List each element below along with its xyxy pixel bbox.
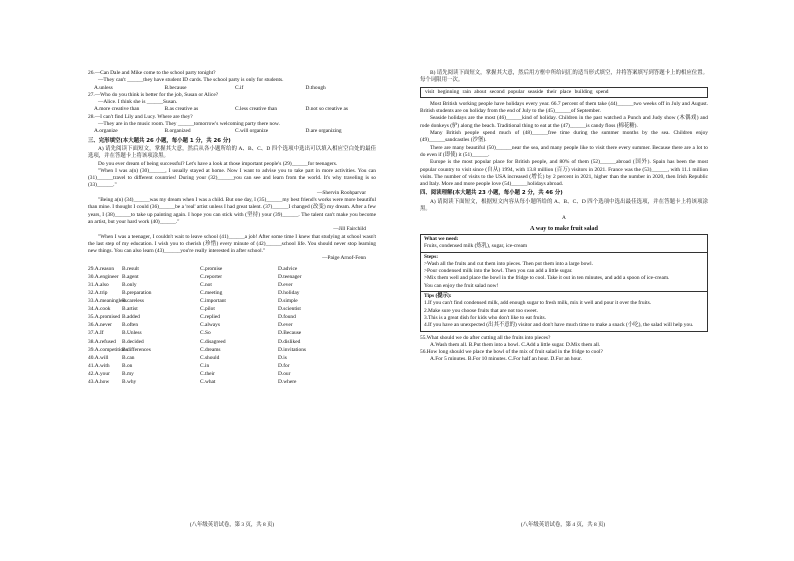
question-27-line: —Alice. I think she is ______Susan. xyxy=(98,99,178,106)
passage-paragraph: "Being a(n) (34)______was my dream when I was a child. But one day, I (35)______my best friend's works were more beautiful than mine. I thought I could (36)______be a 'real' artist unless I had great talent. (37)______I changed (改变) my dream. After a few years, I (38)______to take up painting again. I hope you can stick with (坚持) your (39)______. The talent can't make you become an artist, but your hard work (40)______." xyxy=(88,197,376,225)
option: B.as creative as xyxy=(164,106,199,113)
option-row: 40.A.will B.can C.should D.is xyxy=(88,354,287,361)
instructions: B) 请先阅读下面短文，掌握其大意，然后用方框中所给词汇的适当形式填空，并将答案填写到答题卡上的相应位置。每个词限用一次。 xyxy=(420,70,708,84)
option-row: 32.A.trip B.preparation C.meeting D.holiday xyxy=(88,290,300,296)
option: B.organized xyxy=(164,128,191,135)
option: C.if xyxy=(235,84,244,91)
option-row: 36.A.never B.often C.always D.ever xyxy=(88,322,293,329)
question-28: 28.—I can't find Lily and Lucy. Where are they? xyxy=(88,113,193,120)
left-page xyxy=(88,70,376,386)
question-55: 55.What should we do after cutting all the fruits into pieces? xyxy=(420,334,551,341)
option: C.will organize xyxy=(235,128,269,135)
passage-paragraph: "When I was a teenager, I couldn't wait to leave school (41)______a job! After some time I knew that studying at school wasn't the last step of my education. I wish you to cherish (珍惜) every minute of (42)______school life. You should never stop learning new things. You can also learn (43)______you're really interested in after school." xyxy=(88,233,376,255)
passage-title: A way to make fruit salad xyxy=(530,224,598,232)
passage-paragraph: Do you ever dream of being successful? Let's have a look at those important people's (29)______for teenagers. xyxy=(98,160,338,167)
option-row: 41.A.with B.on C.in D.for xyxy=(88,362,290,369)
question-55-options: A.Wash them all. B.Put them into a bowl. C.Add a little sugar. D.Mix them all. xyxy=(430,341,601,348)
section-heading-cloze: 三、完形填空(本大题共 26 小题，每小题 1 分，共 26 分) xyxy=(88,137,231,144)
recipe-table xyxy=(420,234,708,332)
option-row: 33.A.meaningless B.careless C.important D.simple xyxy=(88,298,298,305)
option-row: 38.A.refused B.decided C.disagreed D.disliked xyxy=(88,338,301,345)
right-page xyxy=(420,70,708,364)
option-row: 30.A.engineer B.agent C.reporter D.teenager xyxy=(88,273,302,280)
question-56: 56.How long should we place the bowl of the mix of fruit salad in the fridge to cool? xyxy=(420,349,603,356)
option-row: 29.A.reason B.result C.promise D.advice xyxy=(88,265,298,272)
instructions: A) 请阅读下面短文，根据短文内容从每小题所给的 A、B、C、D 四个选项中选出最佳选项，并在答题卡上将该项涂黑。 xyxy=(420,198,708,213)
option: B.because xyxy=(164,84,187,91)
option: A.unless xyxy=(94,84,113,91)
recipe-need: What we need: Fruits, condensed milk (炼乳), sugar, ice-cream xyxy=(421,234,708,252)
passage-paragraph: "When I was a(n) (30)______, I usually stayed at home. Now I want to advise you to take part in more activities. You can (31)______travel to different countries! During your (32)______you can see and learn from the world. It's why traveling is so (33)______." xyxy=(88,167,376,189)
question-28-line: —They are in the music room. They ______tomorrow's welcoming party there now. xyxy=(98,121,280,128)
question-27-options xyxy=(88,106,376,113)
option: D.though xyxy=(305,84,326,91)
recipe-steps: Steps: >Wash all the fruits and cut them into pieces. Then put them into a large bowl. >Pour condensed milk into the bowl. Then you can add a little sugar. >Mix them well and place the bowl in the fridge to cool. Take it out in ten minutes, and add a spoon of ice-cream. You can enjoy the fruit salad now! xyxy=(421,252,708,291)
passage-paragraph: Europe is the most popular place for British people, and 80% of them (52)______abroad (国外). Spain has been the most popular country to visit since (自从) 1994, with 13.8 million (百万) visitors in 2021. France was the (53)______, with 11.1 million visits. The number of visits to the USA increased (增长) by 2 percent in 2021, higher than the number in 2020, then Irish Republic and Italy. More and more people love (54)______holidays abroad. xyxy=(420,159,708,188)
option: D.are organizing xyxy=(305,128,342,135)
option-row: 35.A.promised B.added C.replied D.found xyxy=(88,314,296,321)
option: A.organize xyxy=(94,128,118,135)
option: A.more creative than xyxy=(94,106,140,113)
instructions: A) 请先阅读下面短文，掌握其大意，然后从各小题所给的 A、B、C、D 四个选项中选出可以填入相应空白处的最佳选项，并在答题卡上将该项涂黑。 xyxy=(88,145,376,160)
passage-paragraph: Seaside holidays are the most (46)______kind of holiday. Children in the past watched a Punch and Judy show (木偶戏) and rode donkeys (驴) along the beach. Traditional thing to eat at the (47)______is candy floss (棉花糖). xyxy=(420,115,708,129)
passage-paragraph: Many British people spend much of (48)______free time during the summer months by the sea. Children enjoy (49)______sandcastles (沙堡). xyxy=(420,130,708,144)
recipe-tips: Tips (提示): 1.If you can't find condensed milk, add enough sugar to fresh milk, mix it well and pour it over the fruits. 2.Make sure you choose fruits that are not too sweet. 3.This is a great dish for kids who don't like to eat fruits. 4.If you have an unexpected (出其不意的) visitor and don't have much time to make a snack (小吃), the salad will help you. xyxy=(421,292,708,331)
page-footer-right: (八年级英语试卷，第 4 页，共 8 页) xyxy=(520,522,606,528)
quote-author: —Jill Fairchild xyxy=(333,226,366,233)
option-row: 31.A.also B.only C.not D.ever xyxy=(88,281,293,288)
page-footer-left: (八年级英语试卷，第 3 页，共 8 页) xyxy=(189,522,275,528)
question-26-options xyxy=(88,85,376,92)
question-28-options xyxy=(88,128,376,135)
question-26: 26.—Can Dale and Mike come to the school party tonight? xyxy=(88,70,216,76)
section-heading-reading: 四、阅读理解(本大题共 23 小题，每小题 2 分，共 46 分) xyxy=(420,190,563,197)
word-box: visit beginning rain about second popular seaside their place building spend xyxy=(420,87,708,98)
option-row: 37.A.If B.Unless C.So D.Because xyxy=(88,330,302,337)
quote-author: —Shervin Roohparvar xyxy=(317,189,366,196)
passage-paragraph: Most British working people have holidays every year. 66.7 percent of them take (44)______two weeks off in July and August. British students are on holiday from the end of July to the (45)______of September. xyxy=(420,100,708,115)
option-row: 39.A.competitions B.differences C.dreams D.invitations xyxy=(88,346,307,353)
passage-letter: A xyxy=(562,215,566,222)
question-26-line: —They can't ______they have student ID cards. The school party is only for students. xyxy=(98,77,284,84)
option: D.not so creative as xyxy=(305,106,349,113)
passage-paragraph: There are many beautiful (50)______near the sea, and many people like to visit there every summer. Because there are a lot to do even if (即使) it (51)______. xyxy=(420,144,708,158)
option-row: 34.A.cook B.artist C.pilot D.scientist xyxy=(88,306,301,313)
option-row: 43.A.how B.why C.what D.where xyxy=(88,379,297,386)
cloze-options xyxy=(88,265,376,386)
option-row: 42.A.your B.my C.their D.our xyxy=(88,370,291,377)
question-56-options: A.For 5 minutes. B.For 10 minutes. C.For half an hour. D.For an hour. xyxy=(430,356,582,363)
quote-author: —Paige Arnof-Fenn xyxy=(322,255,366,262)
question-27: 27.—Who do you think is better for the job, Susan or Alice? xyxy=(88,91,219,98)
option: C.less creative than xyxy=(235,106,278,113)
